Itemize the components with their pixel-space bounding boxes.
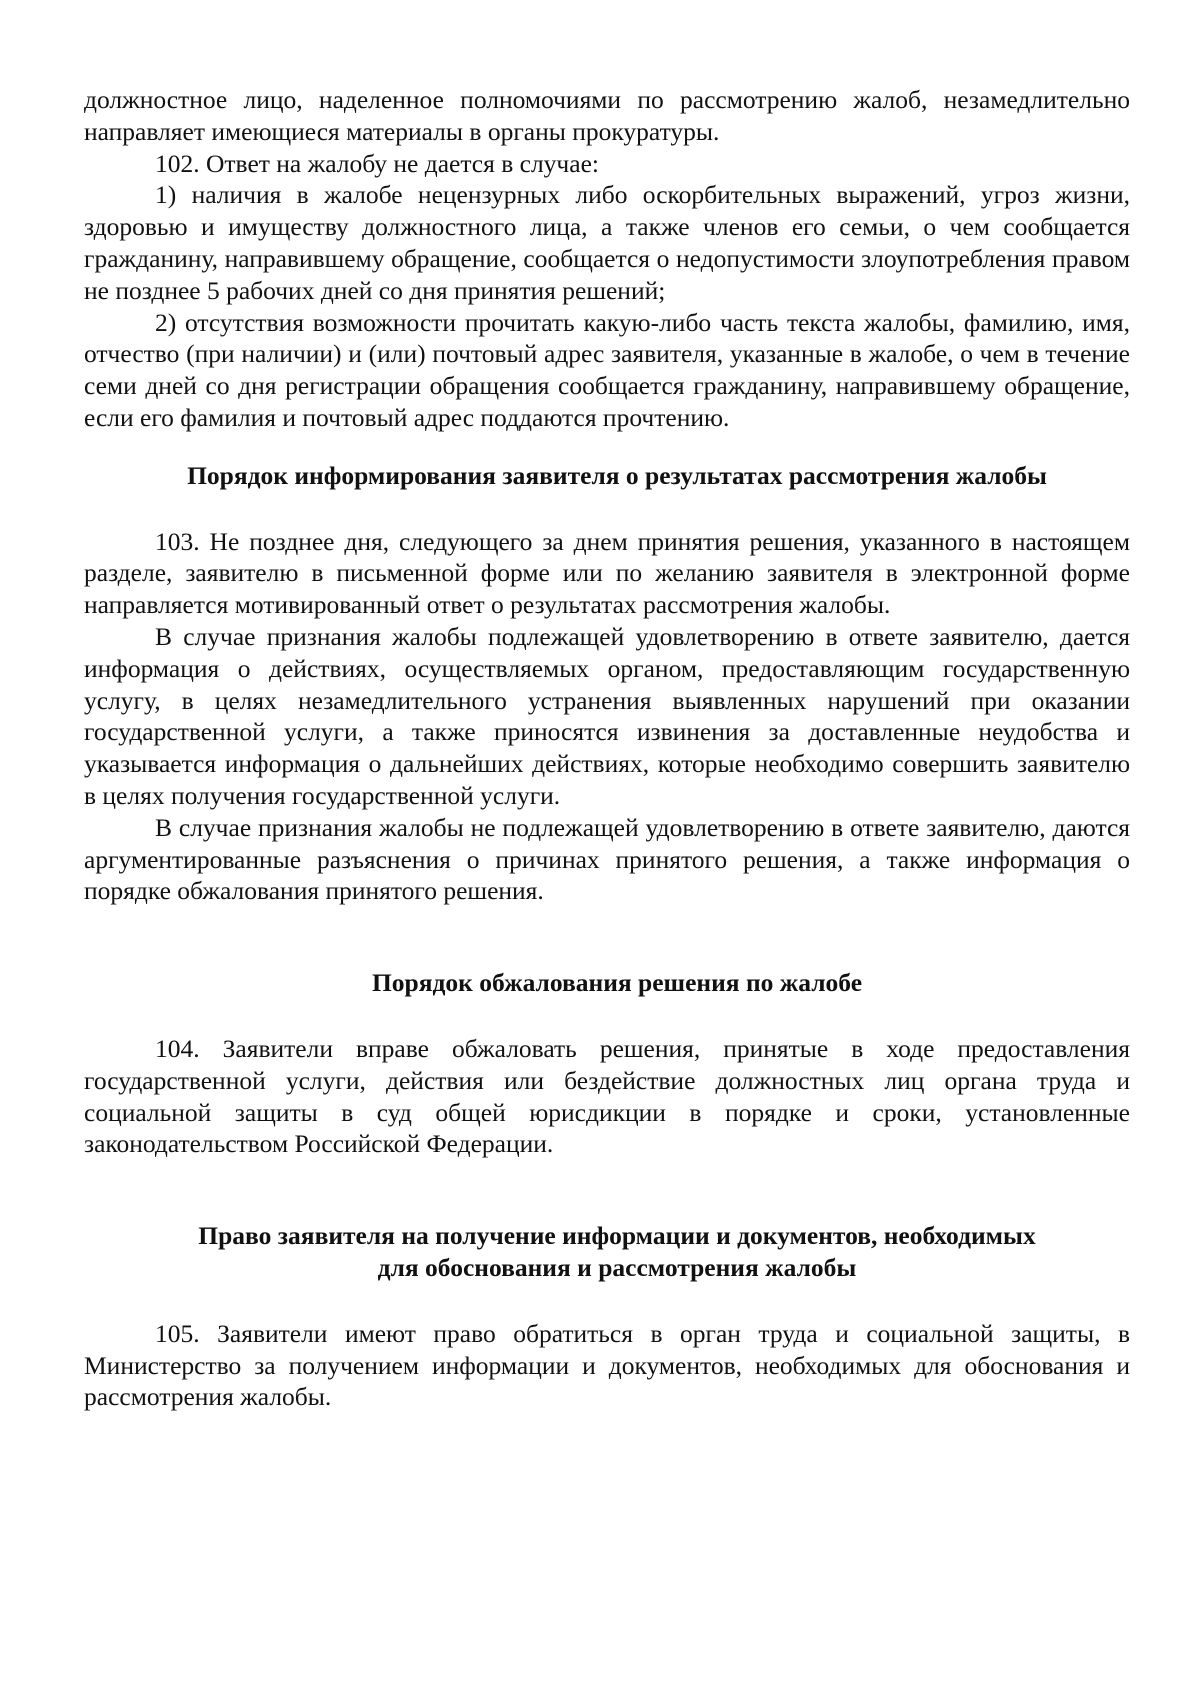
paragraph-103: 103. Не позднее дня, следующего за днем принятия решения, указанного в настоящем разделе, заявителю в письменной форме или по желанию заявителя в электронной форме направляется мотивированный ответ о результатах рассмотрения жалобы. xyxy=(84,526,1130,620)
paragraph-continuation: должностное лицо, наделенное полномочиями по рассмотрению жалоб, незамедлительно направляет имеющиеся материалы в органы прокуратуры. xyxy=(84,85,1130,146)
paragraph-102: 102. Ответ на жалобу не дается в случае: xyxy=(155,148,599,178)
section-heading-appeal: Порядок обжалования решения по жалобе xyxy=(371,968,863,998)
heading-line-1: Право заявителя на получение информации и документов, необходимых xyxy=(198,1221,1036,1251)
paragraph-103-satisfied: В случае признания жалобы подлежащей удовлетворению в ответе заявителю, дается информация о действиях, осуществляемых органом, предоставляющим государственную услугу, в целях незамедлительного устранения выявленных нарушений при оказании государственной услуги, а также приносятся извинения за доставленные неудобства и указывается информация о дальнейших действиях, которые необходимо совершить заявителю в целях получения государственной услуги. xyxy=(84,621,1130,810)
paragraph-105: 105. Заявители имеют право обратиться в орган труда и социальной защиты, в Министерство за получением информации и документов, необходимых для обоснования и рассмотрения жалобы. xyxy=(84,1318,1130,1412)
heading-line-2: для обоснования и рассмотрения жалобы xyxy=(377,1252,857,1282)
section-heading-informing: Порядок информирования заявителя о результатах рассмотрения жалобы xyxy=(187,460,1047,490)
paragraph-104: 104. Заявители вправе обжаловать решения, принятые в ходе предоставления государственной услуги, действия или бездействие должностных лиц органа труда и социальной защиты в суд общей юрисдикции в порядке и сроки, установленные законодательством Российской Федерации. xyxy=(84,1033,1130,1159)
paragraph-103-not-satisfied: В случае признания жалобы не подлежащей удовлетворению в ответе заявителю, даются аргументированные разъяснения о причинах принятого решения, а также информация о порядке обжалования принятого решения. xyxy=(84,812,1130,906)
paragraph-102-item-1: 1) наличия в жалобе нецензурных либо оскорбительных выражений, угроз жизни, здоровью и имуществу должностного лица, а также членов его семьи, о чем сообщается гражданину, направившему обращение, сообщается о недопустимости злоупотребления правом не позднее 5 рабочих дней со дня принятия решений; xyxy=(84,180,1130,305)
section-heading-right-to-information xyxy=(84,1220,1130,1284)
paragraph-102-item-2: 2) отсутствия возможности прочитать какую-либо часть текста жалобы, фамилию, имя, отчество (при наличии) и (или) почтовый адрес заявителя, указанные в жалобе, о чем в течение семи дней со дня регистрации обращения сообщается гражданину, направившему обращение, если его фамилия и почтовый адрес поддаются прочтению. xyxy=(84,307,1130,432)
